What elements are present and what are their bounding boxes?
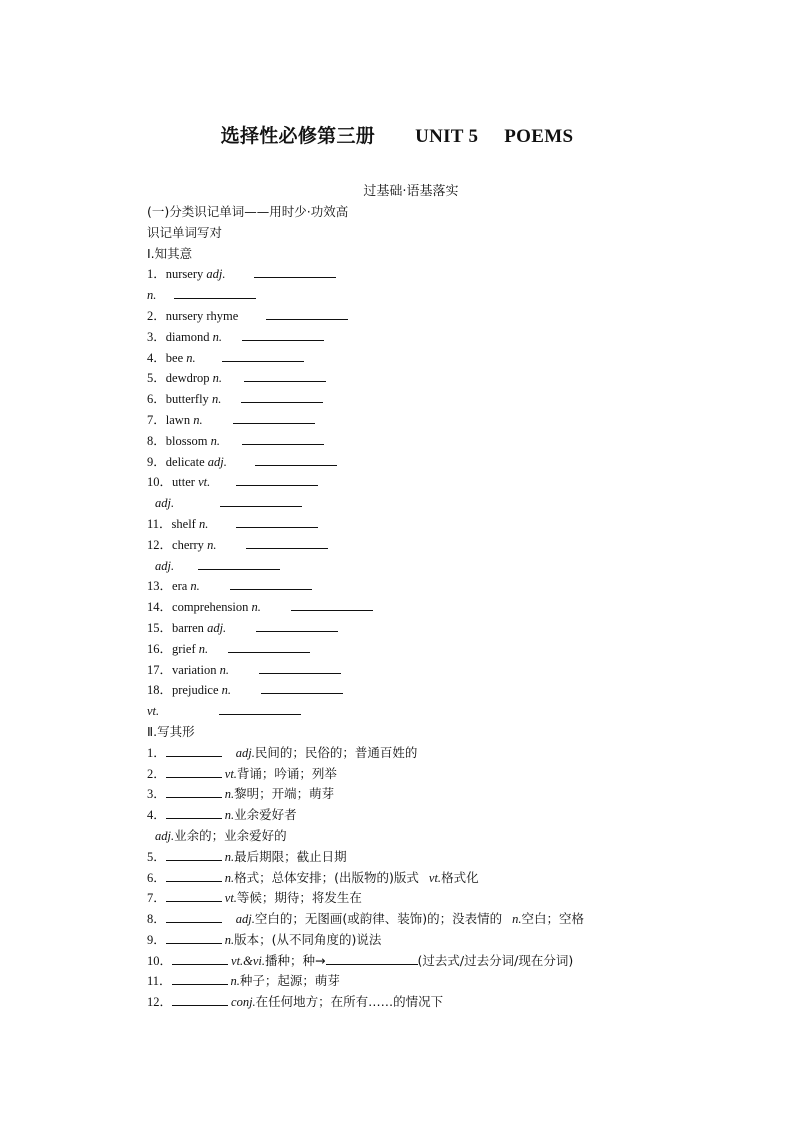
subtitle: 过基础·语基落实 (363, 184, 459, 199)
answer-blank-forms[interactable] (326, 951, 418, 965)
item-pos: n. (224, 808, 235, 823)
answer-blank[interactable] (259, 660, 341, 674)
item-pos: n. (212, 371, 223, 386)
part2-list (147, 743, 707, 1013)
item-pos: vt. (224, 766, 237, 781)
answer-blank[interactable] (242, 327, 324, 341)
item-number: 1． (147, 745, 166, 760)
worksheet-content (147, 202, 707, 1013)
answer-blank[interactable] (236, 472, 318, 486)
vocab-item (147, 493, 707, 514)
vocab-item (147, 764, 707, 785)
item-meaning: 播种；种→ (265, 952, 326, 968)
vocab-item (147, 348, 707, 369)
vocab-item (147, 992, 707, 1013)
item-number: 10． (147, 953, 173, 968)
item-word: prejudice (172, 683, 222, 698)
vocab-item (147, 535, 707, 556)
item-pos: n. (190, 579, 200, 594)
item-meaning: 空白的；无图画(或韵律、装饰)的；没表情的 (254, 911, 503, 927)
vocab-item (147, 472, 707, 493)
item-pos: adj. (207, 454, 227, 469)
item-number: 5． (147, 849, 166, 864)
vocab-item (147, 410, 707, 431)
vocab-item (147, 826, 707, 847)
item-word: cherry (172, 537, 208, 552)
vocab-item (147, 431, 707, 452)
item-pos: vt.&vi. (231, 953, 266, 968)
item-number: 6． (147, 392, 166, 407)
item-pos: adj. (235, 745, 255, 760)
vocab-item (147, 556, 707, 577)
item-word: barren (172, 620, 208, 635)
item-pos: adj. (235, 912, 255, 927)
answer-blank[interactable] (220, 493, 302, 507)
answer-blank[interactable] (166, 743, 222, 757)
item-number: 11． (147, 516, 172, 531)
item-pos: n. (251, 600, 261, 615)
item-pos: n. (210, 433, 220, 448)
part1-list (147, 264, 707, 722)
item-meaning: 等候；期待；将发生在 (236, 890, 362, 906)
item-word: butterfly (165, 392, 212, 407)
item-pos: n. (224, 870, 235, 885)
vocab-item (147, 701, 707, 722)
item-number: 15． (147, 620, 173, 635)
vocab-item (147, 909, 707, 930)
item-word: bee (165, 350, 187, 365)
item-pos: adj. (155, 558, 175, 573)
item-pos: adj. (207, 620, 227, 635)
title-name: POEMS (504, 126, 574, 147)
vocab-item (147, 868, 707, 889)
item-number: 4． (147, 808, 166, 823)
item-word: shelf (171, 516, 199, 531)
item-pos: vt. (147, 704, 160, 719)
item-pos: adj. (155, 496, 175, 511)
item-meaning: 版本；(从不同角度的)说法 (234, 931, 382, 947)
item-meaning: 最后期限；截止日期 (234, 848, 347, 864)
item-word: utter (172, 475, 199, 490)
item-pos: n. (207, 537, 217, 552)
item-number: 5． (147, 371, 166, 386)
item-pos: n. (219, 662, 229, 677)
item-number: 14． (147, 600, 173, 615)
answer-blank[interactable] (172, 971, 228, 985)
item-number: 9． (147, 454, 166, 469)
vocab-item (147, 576, 707, 597)
item-word: era (172, 579, 191, 594)
item-number: 2． (147, 308, 166, 323)
item-pos: n. (147, 288, 157, 303)
answer-blank[interactable] (222, 348, 304, 362)
item-word: diamond (165, 329, 213, 344)
answer-blank[interactable] (255, 452, 337, 466)
part2-heading: Ⅱ.写其形 (147, 723, 195, 739)
vocab-item (147, 930, 707, 951)
answer-blank[interactable] (256, 618, 338, 632)
item-number: 7． (147, 891, 166, 906)
item-pos-secondary: vt. (428, 870, 442, 885)
item-pos: adj. (206, 267, 226, 282)
vocab-item (147, 888, 707, 909)
item-number: 6． (147, 870, 166, 885)
item-word: variation (172, 662, 220, 677)
vocab-item (147, 514, 707, 535)
answer-blank[interactable] (230, 576, 312, 590)
item-pos: n. (198, 641, 209, 656)
answer-blank[interactable] (166, 888, 222, 902)
answer-blank[interactable] (166, 909, 222, 923)
vocab-item (147, 951, 707, 972)
item-pos: vt. (224, 891, 237, 906)
item-number: 18． (147, 683, 173, 698)
item-number: 3． (147, 329, 166, 344)
answer-blank[interactable] (174, 285, 256, 299)
item-pos: n. (193, 412, 203, 427)
item-number: 17． (147, 662, 173, 677)
item-word: comprehension (172, 600, 252, 615)
vocab-item (147, 847, 707, 868)
item-pos: n. (198, 516, 209, 531)
section-heading: (一)分类识记单词——用时少·功效高 (147, 204, 349, 219)
answer-blank[interactable] (166, 847, 222, 861)
item-meaning: 在任何地方；在所有……的情况下 (255, 994, 444, 1010)
title-unit: UNIT 5 (415, 126, 479, 147)
subsection-heading: 识记单词写对 (147, 224, 223, 240)
item-meaning: 业余的；业余爱好的 (174, 827, 287, 843)
part1-heading: Ⅰ.知其意 (147, 245, 193, 261)
item-number: 1． (147, 267, 166, 282)
answer-blank[interactable] (236, 514, 318, 528)
item-number: 12． (147, 537, 173, 552)
answer-blank[interactable] (242, 431, 324, 445)
answer-blank[interactable] (291, 597, 373, 611)
item-word: lawn (165, 412, 194, 427)
item-pos: n. (186, 350, 196, 365)
item-word: grief (172, 641, 199, 656)
item-word: nursery (165, 267, 207, 282)
answer-blank[interactable] (228, 639, 310, 653)
item-number: 12． (147, 995, 173, 1010)
vocab-item (147, 743, 707, 764)
item-pos: n. (224, 849, 235, 864)
answer-blank[interactable] (244, 368, 326, 382)
vocab-item (147, 327, 707, 348)
item-pos: n. (224, 932, 235, 947)
answer-blank[interactable] (233, 410, 315, 424)
vocab-item (147, 971, 707, 992)
answer-blank[interactable] (166, 868, 222, 882)
answer-blank[interactable] (166, 930, 222, 944)
item-number: 10． (147, 475, 173, 490)
answer-blank[interactable] (219, 701, 301, 715)
item-meaning: 黎明；开端；萌芽 (234, 786, 335, 802)
answer-blank[interactable] (266, 306, 348, 320)
item-pos: n. (211, 392, 222, 407)
answer-blank[interactable] (166, 764, 222, 778)
answer-blank[interactable] (254, 264, 336, 278)
item-number: 7． (147, 412, 166, 427)
answer-blank[interactable] (261, 680, 343, 694)
answer-blank[interactable] (166, 805, 222, 819)
item-pos: conj. (231, 995, 256, 1010)
item-meaning-secondary: 格式化 (441, 869, 479, 885)
item-meaning: 种子；起源；萌芽 (239, 973, 340, 989)
vocab-item (147, 805, 707, 826)
item-word: dewdrop (165, 371, 213, 386)
answer-blank[interactable] (241, 389, 323, 403)
item-number: 13． (147, 579, 173, 594)
item-meaning-secondary: 空白；空格 (521, 911, 585, 927)
item-number: 16． (147, 641, 173, 656)
answer-blank[interactable] (172, 951, 228, 965)
vocab-item (147, 597, 707, 618)
item-number: 8． (147, 912, 166, 927)
answer-blank[interactable] (246, 535, 328, 549)
item-pos: adj. (155, 828, 175, 843)
item-note: (过去式/过去分词/现在分词) (417, 952, 574, 968)
item-meaning: 背诵；吟诵；列举 (236, 765, 337, 781)
vocab-item (147, 618, 707, 639)
item-number: 9． (147, 932, 166, 947)
vocab-item (147, 306, 707, 327)
item-number: 2． (147, 766, 166, 781)
item-number: 8． (147, 433, 166, 448)
vocab-item (147, 660, 707, 681)
vocab-item (147, 368, 707, 389)
vocab-item (147, 639, 707, 660)
item-pos: n. (224, 787, 235, 802)
vocab-item (147, 389, 707, 410)
vocab-item (147, 285, 707, 306)
item-word: delicate (165, 454, 208, 469)
answer-blank[interactable] (172, 992, 228, 1006)
item-number: 4． (147, 350, 166, 365)
vocab-item (147, 680, 707, 701)
item-pos: n. (212, 329, 223, 344)
answer-blank[interactable] (166, 784, 222, 798)
item-meaning: 业余爱好者 (234, 807, 297, 823)
page-title (0, 121, 794, 148)
item-word: blossom (165, 433, 211, 448)
vocab-item (147, 264, 707, 285)
answer-blank[interactable] (198, 556, 280, 570)
item-number: 3． (147, 787, 166, 802)
item-meaning: 民间的；民俗的；普通百姓的 (254, 744, 418, 760)
item-word: nursery rhyme (165, 308, 239, 323)
item-pos: vt. (198, 475, 211, 490)
vocab-item (147, 452, 707, 473)
item-pos-secondary: n. (512, 912, 522, 927)
item-meaning: 格式；总体安排；(出版物的)版式 (234, 869, 419, 885)
item-pos: n. (221, 683, 232, 698)
title-chinese: 选择性必修第三册 (220, 125, 376, 147)
item-pos: n. (230, 974, 240, 989)
vocab-item (147, 784, 707, 805)
item-number: 11． (147, 974, 172, 989)
